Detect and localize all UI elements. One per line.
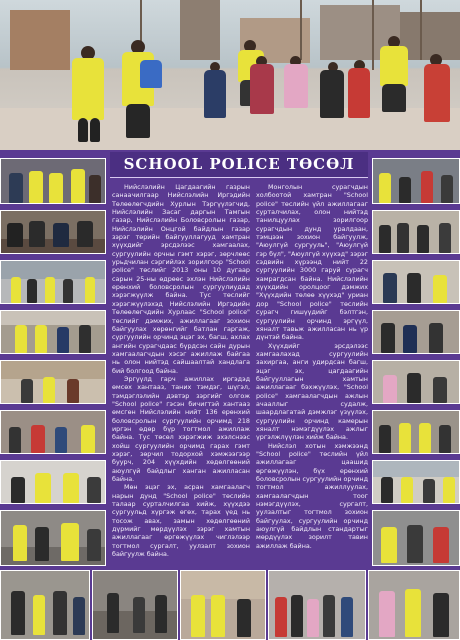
left-photo-7 (0, 460, 106, 504)
left-photo-3 (0, 260, 106, 304)
bottom-photo-3 (180, 570, 266, 640)
bottom-photo-1 (0, 570, 90, 640)
left-photo-2 (0, 210, 106, 254)
left-photo-1 (0, 158, 106, 204)
paragraph: Монголын сурагчдын холбоотой хамтран "School police" төслийн үйл ажиллагааг сурталчилах, олон нийтэд танилцуулах зорилгоор сурагчдын дунд уралдаан, тэмцээн зохион байгуулж, "Аюулгүй сургууль", "Аюулгүй гэр бүл", "Аюулгүй хүүхэд" зэрэг сэдвийн хүрээнд нийт 22 сургуулийн 3000 гаруй сурагч хамрагдсан байна. Нийслэлийн хүүхдийн оролцоог дэмжих "Хүүхдийн төлөө хүүхэд" уриан дор "School police" төслийн сурагч гишүүдийг бэлтгэн, сургуулийн орчинд эргүүл, хяналт тавьж ажилласан нь үр дүнтэй байна. (256, 183, 368, 342)
article-column-1 (112, 183, 250, 568)
article-title: SCHOOL POLICE ТӨСӨЛ (123, 155, 355, 173)
bottom-photo-5 (368, 570, 460, 640)
left-photo-8 (0, 510, 106, 566)
paragraph: Эргүүлд гарч ажиллах иргэдэд өмсөх хантааз, таних тэмдэг, шүгэл, тэмдэглэлийн дэвтэр зэргийг олгож "School police" гэсэн бичигтэй хантааз өмсгөн Нийслэлийн нийт 136 ерөнхий боловсролын сургуулийн орчимд 218 иргэн өдөр бүр тогтмол ажиллаж байна. Тус төсөл хэрэгжиж эхэлснээс хойш сургуулийн орчимд гарах гэмт хэрэг, зөрчил тодорхой хэмжээгээр буурч, 204 хүүхдийн хөдөлгөөний аюулгүй байдлыг ханган ажилласан байна. (112, 374, 250, 484)
article-column-2 (256, 183, 368, 568)
left-photo-6 (0, 410, 106, 454)
bottom-photo-row (0, 570, 460, 640)
right-photo-4 (372, 310, 460, 354)
right-photo-2 (372, 210, 460, 254)
right-photo-6 (372, 410, 460, 454)
hero-photo (0, 0, 460, 150)
paragraph: Мөн эцэг эх, асран хамгаалагч нарын дунд "School police" төслийн талаар сурталчилгаа хийж, хүүхдээ сургуульд хүргэж өгөх, тарах үед нь тосож авах, замын хөдөлгөөний дүрмийг мөрдүүлэх зэрэг хамтын ажиллагааг өргөжүүлэх чиглэлээр тогтмол сургалт, уулзалт зохион байгуулж байна. (112, 483, 250, 559)
paragraph: Нийслэлийн Цагдаагийн газрын санаачилгаар Нийслэлийн Иргэдийн Төлөөлөгчдийн Хурлын Тэргүүлэгчид, Нийслэлийн Засаг даргын Тамгын газар, Нийслэлийн Боловсролын газар, Нийслэлийн Онцгой байдлын газар зэрэг төрийн байгууллагууд хамтран хүүхдийг эрсдэлээс хамгаалах, сургуулийн орчны гэмт хэрэг, зөрчлөөс урьдчилан сэргийлэх зорилгоор "School police" төслийг 2013 оны 10 дугаар сарын 25-ны өдрөөс эхлэн Нийслэлийн ерөнхий боловсролын сургуулиудад хэрэгжүүлж байна. Тус төслийг хэрэгжүүлэхэд Нийслэлийн Иргэдийн Төлөөлөгчдийн Хурлаас "School police" төслийг дэмжих, ажиллагааг зохион байгуулах хөрөнгийг батлан гаргаж, сургуулийн орчинд эцэг эх, багш, ахлах ангийн сурагчдаас бүрдсэн сайн дурын хамгаалагчдын хэсэг ажиллаж байгаа нь олон нийтэд сайшаалтай хандлага бий болгоод байна. (112, 183, 250, 375)
right-photo-3 (372, 260, 460, 304)
right-photo-5 (372, 360, 460, 404)
bottom-photo-4 (268, 570, 366, 640)
paragraph: Нийслэл хотын хэмжээнд "School police" төслийн үйл ажиллагааг цаашид өргөжүүлэн, бүх ерөнхий боловсролын сургуулийн орчинд тогтмол ажиллуулах, хамгаалагчдын тоог нэмэгдүүлэх, сургалт, уулзалтыг тогтмол зохион байгуулах, сургуулийн орчинд аюулгүй байдлын стандартыг мөрдүүлэх зорилт тавин ажиллаж байна. (256, 441, 368, 550)
left-photo-4 (0, 310, 106, 354)
right-photo-1 (372, 158, 460, 204)
right-photo-7 (372, 460, 460, 504)
right-photo-8 (372, 510, 460, 566)
bottom-photo-2 (92, 570, 178, 640)
left-photo-5 (0, 360, 106, 404)
article-title-bar (110, 152, 368, 178)
paragraph: Хүүхдийг эрсдэлээс хамгаалахад сургуулийн захиргаа, анги удирдсан багш, эцэг эх, цагдаагийн байгууллагын хамтын ажиллагааг бэхжүүлэх, "School police" хамгаалагчдын ажлын ачааллыг судалж, шаардлагатай дэмжлэг үзүүлэх, сургуулийн орчинд камерын хяналт нэмэгдүүлэх ажлыг үргэлжлүүлэн хийж байна. (256, 341, 368, 442)
